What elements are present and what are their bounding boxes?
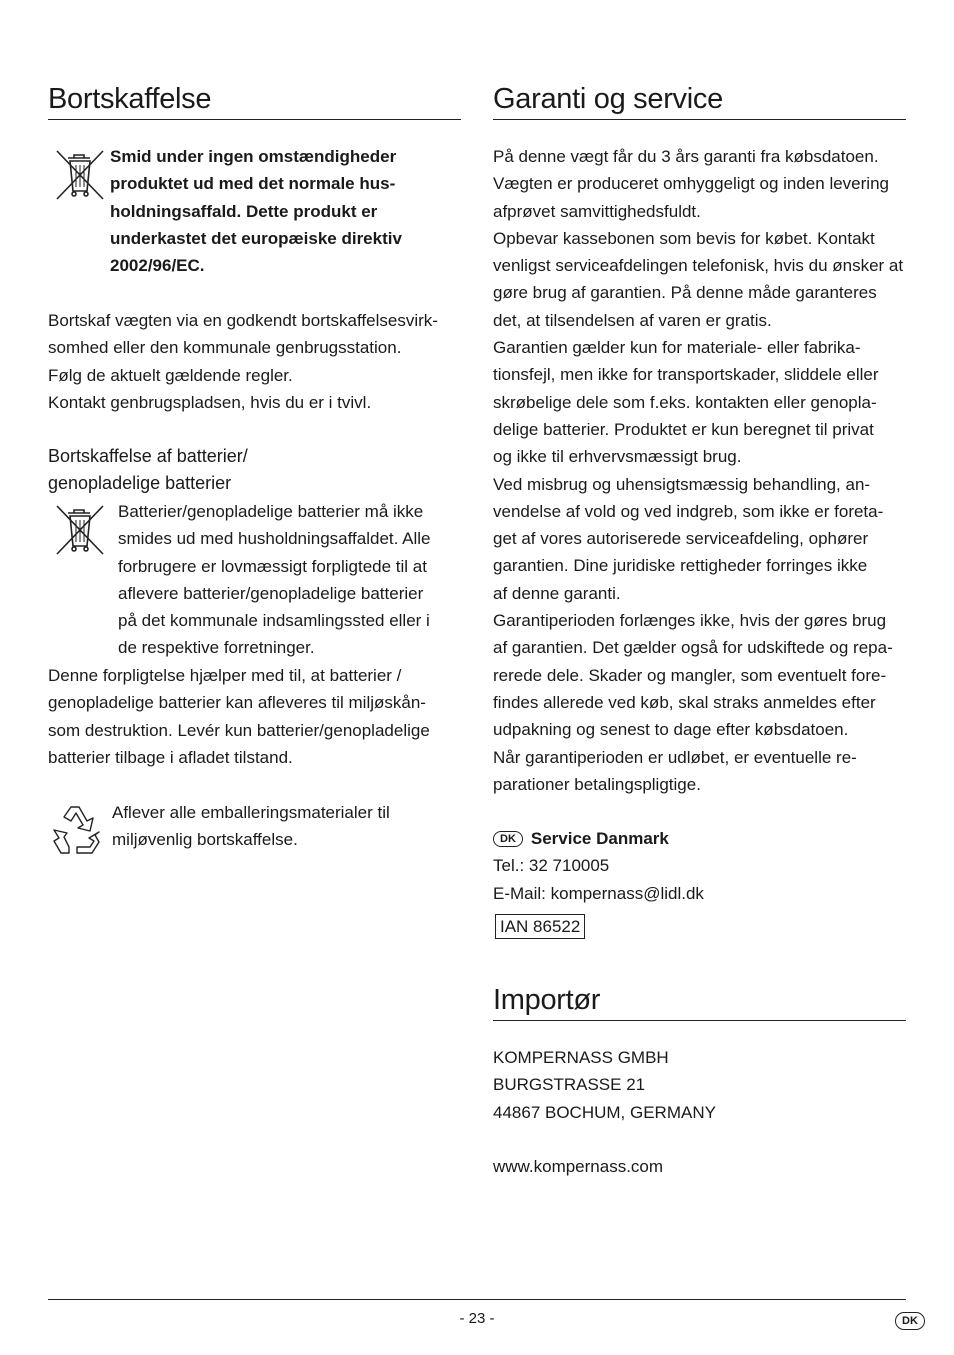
- importer-title: Importør: [493, 984, 601, 1016]
- ian-number: IAN 86522: [495, 914, 585, 939]
- warranty-text: På denne vægt får du 3 års garanti fra købsdatoen. Vægten er produceret omhyggeligt og inden levering afprøvet samvittighedsfuldt. Opbevar kassebonen som bevis for købet. Kontakt venligst serviceafdelingen telefonisk, hvis du ønsker at gøre brug af garantien. På denne måde garanteres det, at tilsendelsen af varen er gratis. Garantien gælder kun for materiale- eller fabrika- tionsfejl, men ikke for transportskader, sliddele eller skrøbelige dele som f.eks. kontakten eller genopla- delige batterier. Produktet er kun beregnet til privat og ikke til erhvervsmæssigt brug. Ved misbrug og uhensigtsmæssig behandling, an- vendelse af vold og ved indgreb, som ikke er foreta- get af vores autoriserede serviceafdeling, ophører garantien. Dine juridiske rettigheder forringes ikke af denne garanti. Garantiperioden forlænges ikke, hvis der gøres brug af garantien. Det gælder også for udskiftede og repa- rerede dele. Skader og mangler, som eventuelt fore- findes allerede ved køb, skal straks anmeldes efter udpakning og senest to dage efter købsdatoen. Når garantiperioden er udløbet, er eventuelle re- parationer betalingspligtige.: [493, 147, 904, 794]
- packaging-note: Aflever alle emballeringsmaterialer til miljøvenlig bortskaffelse.: [112, 803, 390, 850]
- title-rule: [493, 1020, 906, 1021]
- service-name: Service Danmark: [530, 829, 669, 848]
- battery-details: Denne forpligtelse hjælper med til, at batterier / genopladelige batterier kan afleveres til miljøskån- som destruktion. Levér kun batterier/genopladelige batterier tilbage i afladet tilstand.: [48, 666, 430, 767]
- crossed-bin-icon: [54, 503, 106, 557]
- service-email: E-Mail: kompernass@lidl.dk: [493, 883, 704, 903]
- service-contact: [493, 825, 704, 907]
- importer-address: KOMPERNASS GMBH BURGSTRASSE 21 44867 BOCHUM, GERMANY: [493, 1048, 716, 1122]
- battery-warning: Batterier/genopladelige batterier må ikke smides ud med husholdningsaffaldet. Alle forbrugere er lovmæssigt forpligtede til at aflevere batterier/genopladelige batterier på det kommunale indsamlingssted eller i de respektive forretninger.: [118, 502, 431, 658]
- recycle-icon: [49, 801, 105, 855]
- disposal-warning: Smid under ingen omstændigheder produktet ud med det normale hus- holdningsaffald. Dette produkt er underkastet det europæiske direktiv 2002/96/EC.: [110, 147, 402, 276]
- service-phone: Tel.: 32 710005: [493, 856, 610, 876]
- title-rule: [48, 119, 461, 120]
- page-number: - 23 -: [459, 1310, 495, 1327]
- crossed-bin-icon: [54, 148, 106, 202]
- title-rule: [493, 119, 906, 120]
- country-badge: DK: [493, 831, 523, 847]
- footer-rule: [48, 1299, 906, 1300]
- warranty-title: Garanti og service: [493, 83, 723, 115]
- country-badge: DK: [895, 1312, 925, 1330]
- battery-heading: Bortskaffelse af batterier/ genopladelige batterier: [48, 446, 248, 494]
- disposal-title: Bortskaffelse: [48, 83, 212, 115]
- website-link[interactable]: www.kompernass.com: [493, 1157, 664, 1176]
- disposal-instructions: Bortskaf vægten via en godkendt bortskaffelsesvirk- somhed eller den kommunale genbrugsstation. Følg de aktuelt gældende regler. Kontakt genbrugspladsen, hvis du er i tvivl.: [48, 311, 438, 412]
